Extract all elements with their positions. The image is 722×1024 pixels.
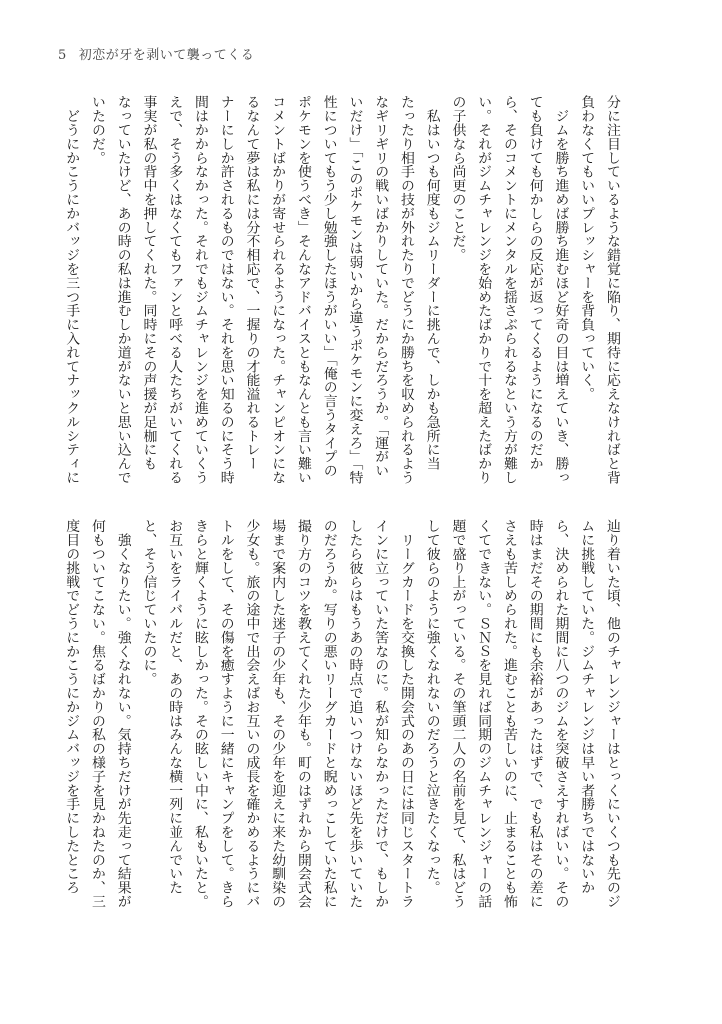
text-column: 題で盛り上がっている。その筆頭二人の名前を見て、私はどう: [449, 519, 466, 909]
text-column: ナーにしか許されるものではない。それを思い知るのにそう時: [217, 95, 234, 485]
text-column: 間はかからなかった。それでもジムチャレンジを進めていくう: [192, 95, 208, 485]
text-column: お互いをライバルだと、あの時はみんな横一列に並んでいた: [166, 519, 183, 895]
text-column: 辿り着いた頃、他のチャレンジャーはとっくにいくつも先のジ: [604, 519, 620, 909]
text-column: のだろうか。写りの悪いリーグカードと睨めっこしていた私に: [320, 519, 337, 909]
text-column: 場まで案内した迷子の少年も、その少年を迎えに来た幼馴染の: [269, 519, 286, 909]
text-column: の子供なら尚更のことだ。: [449, 95, 466, 262]
lower-text-tier: [58, 519, 625, 913]
text-column: 性についてもう少し勉強したほうがいい」「俺の言うタイプの: [320, 95, 337, 478]
text-column: ジムを勝ち進めば勝ち進むほど好奇の目は増えていき、勝っ: [552, 95, 569, 485]
text-column: リーグカードを交換した開会式のあの日には同じスタートラ: [398, 519, 414, 909]
text-column: コメントばかりが寄せられるようになった。チャンピオンにな: [269, 95, 286, 485]
text-column: 何もついてこない。焦るばかりの私の様子を見かねたのか、三: [89, 519, 105, 909]
text-column: いたのだ。: [89, 95, 105, 165]
text-column: えで、そう多くはなくてもファンと呼べる人たちがいてくれる: [166, 95, 183, 485]
text-column: きらと輝くように眩しかった。その眩しい中に、私もいたと。: [192, 519, 208, 909]
text-column: 強くなりたい。強くなれない。気持ちだけが先走って結果が: [114, 519, 131, 909]
text-column: さえも苦しめられた。進むことも苦しいのに、止まることも怖: [501, 519, 517, 909]
text-column: 度目の挑戦でどうにかこうにかジムバッジを手にしたところ: [63, 519, 80, 895]
text-column: 時はまだその期間にも余裕があったはずで、でも私はその差に: [526, 519, 543, 909]
text-column: るなんて夢は私には分不相応で、一握りの才能溢れるトレー: [243, 95, 260, 471]
text-column: したら彼らはもうあの時点で追いつけないほど先を歩いていた: [346, 519, 363, 909]
text-column: ても負けても何かしらの反応が返ってくるようになるのだか: [526, 95, 543, 471]
text-column: 負わなくてもいいプレッシャーを背負っていく。: [578, 95, 595, 401]
text-column: 少女も。旅の途中で出会えばお互いの成長を確かめるようにバ: [243, 519, 260, 909]
text-column: ムに挑戦していた。ジムチャレンジは早い者勝ちではないか: [578, 519, 595, 895]
text-column: い。それがジムチャレンジを始めたばかりで十を超えたばかり: [475, 95, 492, 485]
text-column: インに立っていた筈なのに。私が知らなかっただけで、もしか: [372, 519, 389, 909]
running-header: [58, 44, 254, 63]
text-column: たったり相手の技が外れたりでどうにか勝ちを収められるよう: [398, 95, 414, 485]
text-column: いだけ」「このポケモンは弱いから違うポケモンに変えろ」「特: [346, 95, 363, 485]
page-number: 5: [58, 48, 67, 63]
text-column: 撮り方のコツを教えてくれた少年も。町のはずれから開会式会: [295, 519, 311, 909]
text-column: どうにかこうにかバッジを三つ手に入れてナックルシティに: [63, 95, 80, 485]
text-column: ら、決められた期間に八つのジムを突破さえすればいい。その: [552, 519, 569, 909]
text-column: くてできない。ＳＮＳを見れば同期のジムチャレンジャーの話: [475, 519, 492, 909]
text-column: ポケモンを使うべき」そんなアドバイスともなんとも言い難い: [295, 95, 311, 485]
text-column: ら、そのコメントにメンタルを揺さぶられるなという方が難し: [501, 95, 517, 485]
text-column: と、そう信じていたのに。: [140, 519, 157, 686]
chapter-title: 初恋が牙を剥いて襲ってくる: [78, 48, 255, 63]
text-column: 私はいつも何度もジムリーダーに挑んで、しかも急所に当: [423, 95, 440, 471]
text-column: して彼らのように強くなれないのだろうと泣きたくなった。: [423, 519, 440, 895]
text-column: トルをして、その傷を癒すように一緒にキャンプをして。きら: [217, 519, 234, 909]
upper-text-tier: [58, 95, 625, 489]
text-column: なギリギリの戦いばかりしていた。だからだろうか。「運がい: [372, 95, 389, 478]
text-column: なっていたけど、あの時の私は進むしか道がないと思い込んで: [114, 95, 131, 485]
text-column: 事実が私の背中を押してくれた。同時にその声援が足枷にも: [140, 95, 157, 471]
text-column: 分に注目しているような錯覚に陥り、期待に応えなければと背: [604, 95, 620, 485]
